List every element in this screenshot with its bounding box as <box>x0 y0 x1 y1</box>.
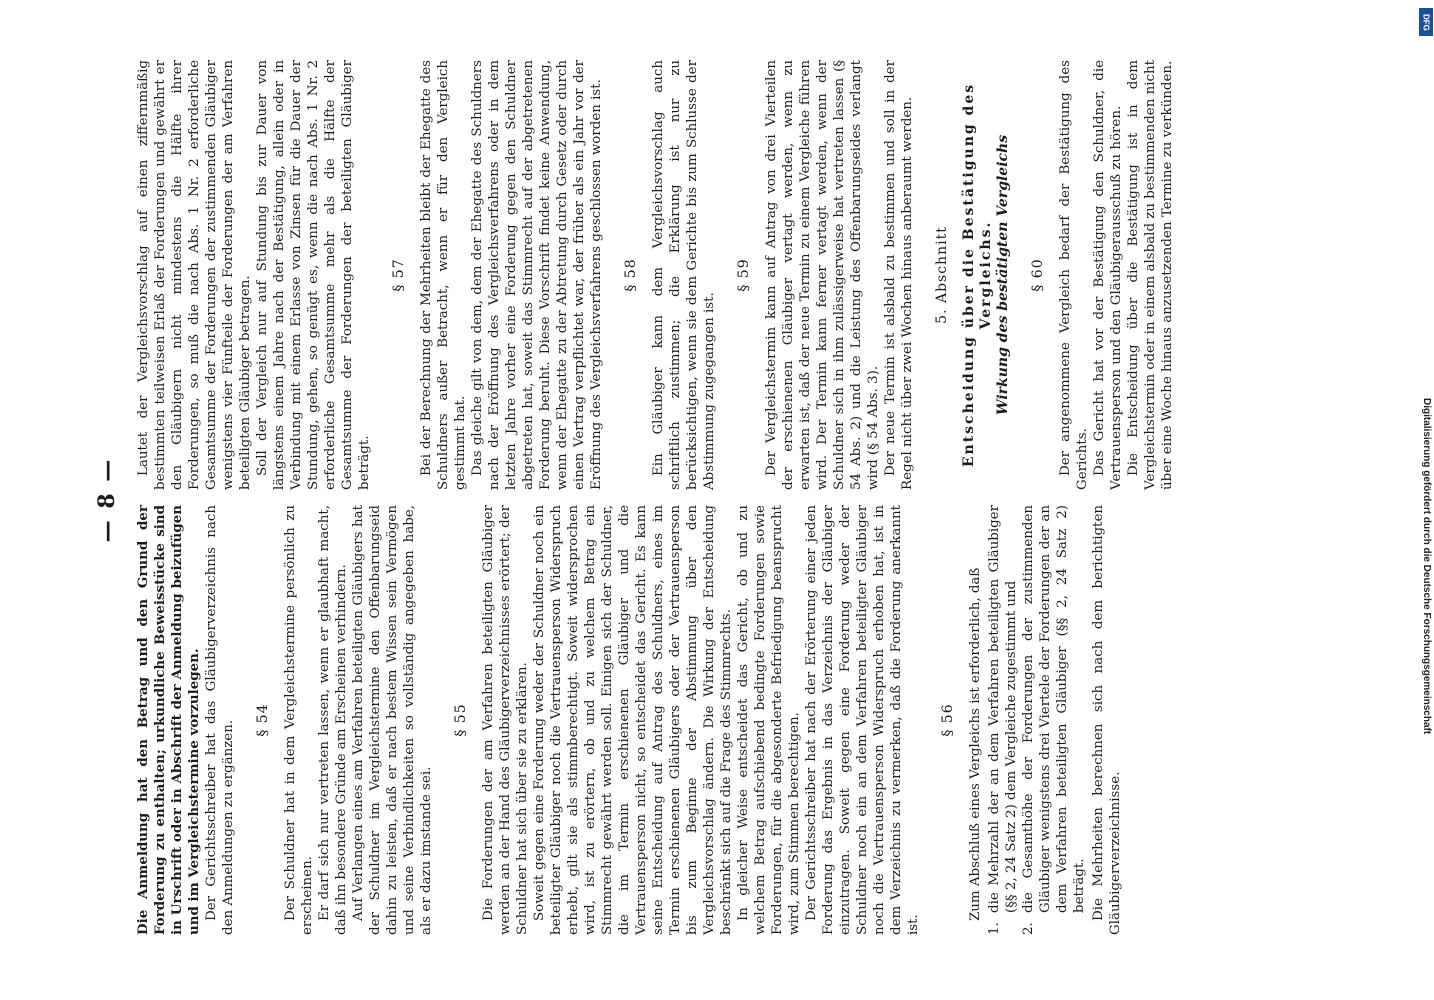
page-number: — 8 — <box>94 457 120 543</box>
list-text: die Mehrzahl der an dem Verfahren beteiligten Gläubiger (§§ 2, 24 Satz 2) dem Vergleiche zugestimmt und <box>987 505 1019 913</box>
list-text: die Gesamthöhe der Forderungen der zustimmenden Gläubiger wenigstens drei Viertele der Forderungen der an dem Verfahren beteiligten Gläubiger (§§ 2, 24 Satz 2) beträgt. <box>1021 505 1087 913</box>
credit-text: Digitalisierung gefördert durch die Deutsche Forschungsgemeinschaft <box>1421 398 1432 735</box>
section-heading: § 60 <box>1030 258 1046 292</box>
list-number: 1. <box>987 922 1002 935</box>
dfg-logo: DFG <box>1419 8 1433 36</box>
rotated-document-page <box>80 50 1300 950</box>
paragraph: Der neue Termin ist alsbald zu bestimmen und soll in der Regel nicht über zwei Wochen hinaus anberaumt werden. <box>883 60 915 490</box>
paragraph: Lautet der Vergleichsvorschlag auf einen ziffernmäßig bestimmten teilweisen Erlaß der Forderungen und gewährt er den Gläubigern nicht mindestens die Hälfte ihrer Forderungen, so muß die nach Abs. 1 Nr. 2 erforderliche Gesamtsumme der Forderungen der zustimmenden Gläubiger wenigstens vier Fünfteile der Forderungen der am Verfahren beteiligten Gläubiger betragen. <box>136 60 253 490</box>
chapter-subtitle: Wirkung des bestätigten Vergleichs <box>995 134 1011 416</box>
paragraph: Die Forderungen der am Verfahren beteiligten Gläubiger werden an der Hand des Gläubigerverzeichnisses erörtert; der Schuldner hat sich über sie zu erklären. <box>481 505 530 935</box>
section-heading: § 55 <box>453 703 469 737</box>
numbered-list <box>986 505 1088 935</box>
paragraph: Der Gerichtsschreiber hat nach der Erörterung einer jeden Forderung das Ergebnis in das Verzeichnis der Gläubiger einzutragen. Soweit gegen eine Forderung weder der Schuldner noch ein an dem Verfahren beteiligter Gläubiger noch die Vertrauensperson Widerspruch erhoben hat, ist in dem Verzeichnis zu vermerken, daß die Forderung anerkannt ist. <box>804 505 921 935</box>
paragraph: Der angenommene Vergleich bedarf der Bestätigung des Gerichts. <box>1058 60 1090 490</box>
paragraph: Er darf sich nur vertreten lassen, wenn er glaubhaft macht, daß ihn besondere Gründe am Erscheinen verhindern. <box>317 505 349 935</box>
paragraph: Ein Gläubiger kann dem Vergleichsvorschlag auch schriftlich zustimmen; die Erklärung ist nur zu berücksichtigen, wenn sie dem Gerichte bis zum Schlusse der Abstimmung zugegangen ist. <box>651 60 717 490</box>
chapter-heading: 5. Abschnitt <box>934 226 950 324</box>
paragraph: Die Entscheidung über die Bestätigung ist in dem Vergleichstermin oder in einem alsbald zu bestimmenden nicht über eine Woche hinaus anzusetzenden Termine zu verkünden. <box>1126 60 1175 490</box>
paragraph: Das gleiche gilt von dem, dem der Ehegatte des Schuldners nach der Eröffnung des Vergleichsverfahrens oder in dem letzten Jahre vorher eine Forderung gegen den Schuldner abgetreten hat, soweit das Stimmrecht auf der abgetretenen Forderung beruht. Diese Vorschrift findet keine Anwendung, wenn der Ehegatte zu der Abtretung durch Gesetz oder durch einen Vertrag verpflichtet war, der früher als ein Jahr vor der Eröffnung des Vergleichsverfahrens geschlossen worden ist. <box>470 60 604 490</box>
paragraph: Das Gericht hat vor der Bestätigung den Schuldner, die Vertrauensperson und den Gläubigerausschuß zu hören. <box>1092 60 1124 490</box>
paragraph: Der Gerichtsschreiber hat das Gläubigerverzeichnis nach den Anmeldungen zu ergänzen. <box>204 505 236 935</box>
section-heading: § 57 <box>391 258 407 292</box>
paragraph: Die Anmeldung hat den Betrag und den Grund der Forderung zu enthalten; urkundliche Beweisstücke sind in Urschrift oder in Abschrift der Anmeldung beizufügen und im Vergleichstermine vorzulegen. <box>135 505 202 935</box>
paragraph: Zum Abschluß eines Vergleichs ist erforderlich, daß <box>968 567 983 921</box>
paragraph: Auf Verlangen eines am Verfahren beteiligten Gläubigers hat der Schuldner im Vergleichstermine den Offenbarungseid dahin zu leisten, daß er nach bestem Wissen sein Vermögen und seine Verbindlichkeiten so vollständig angegeben habe, als er dazu imstande sei. <box>351 505 434 935</box>
digitization-credit <box>1416 8 1434 992</box>
paragraph: Der Vergleichstermin kann auf Antrag von drei Vierteilen der erschienenen Gläubiger vertagt werden, wenn zu erwarten ist, daß der neue Termin zu einem Vergleiche führen wird. Der Termin kann ferner vertagt werden, wenn der Schuldner sich in ihm zulässigerweise hat vertreten lassen (§ 54 Abs. 2) und die Leistung des Offenbarungseides verlangt wird (§ 54 Abs. 3). <box>764 60 881 490</box>
left-column <box>135 505 1124 935</box>
section-heading: § 56 <box>940 703 956 737</box>
section-heading: § 54 <box>255 703 271 737</box>
paragraph: Der Schuldner hat in dem Vergleichstermine persönlich zu erscheinen. <box>283 505 315 935</box>
list-number: 2. <box>1021 922 1036 935</box>
paragraph: Soweit gegen eine Forderung weder der Schuldner noch ein beteiligter Gläubiger noch die Vertrauensperson Widerspruch erhebt, gilt sie als stimmberechtigt. Soweit widersprochen wird, ist zu erörtern, ob und zu welchem Betrag ein Stimmrecht gewährt werden soll. Einigen sich der Schuldner, die im Termin erschienenen Gläubiger und die Vertrauensperson nicht, so entscheidet das Gericht. Es kann seine Entscheidung auf Antrag des Schuldners, eines im Termin erschienenen Gläubigers oder der Vertrauensperson bis zum Beginne der Abstimmung über den Vergleichsvorschlag ändern. Die Wirkung der Entscheidung beschränkt sich auf die Frage des Stimmrechts. <box>532 505 734 935</box>
section-heading: § 59 <box>736 258 752 292</box>
paragraph: Soll der Vergleich nur auf Stundung bis zur Dauer von längstens einem Jahre nach der Bestätigung, allein oder in Verbindung mit einem Erlasse von Zinsen für die Dauer der Stundung, gehen, so genügt es, wenn die nach Abs. 1 Nr. 2 erforderliche Gesamtsumme mehr als die Hälfte der Gesamtsumme der Forderungen der beteiligten Gläubiger beträgt. <box>255 60 372 490</box>
paragraph: Die Mehrheiten berechnen sich nach dem berichtigten Gläubigerverzeichnisse. <box>1091 505 1123 935</box>
paragraph: Bei der Berechnung der Mehrheiten bleibt der Ehegatte des Schuldners außer Betracht, wenn er für den Vergleich gestimmt hat. <box>419 60 468 490</box>
right-column <box>135 60 1176 490</box>
paragraph: In gleicher Weise entscheidet das Gericht, ob und zu welchem Betrag aufschiebend bedingte Forderungen sowie Forderungen, für die abgesonderte Befriedigung beansprucht wird, zum Stimmen berechtigen. <box>736 505 802 935</box>
list-item <box>1020 505 1088 935</box>
section-heading: § 58 <box>623 258 639 292</box>
chapter-title: Entscheidung über die Bestätigung des Vergleichs. <box>961 82 994 468</box>
list-item <box>986 505 1020 935</box>
